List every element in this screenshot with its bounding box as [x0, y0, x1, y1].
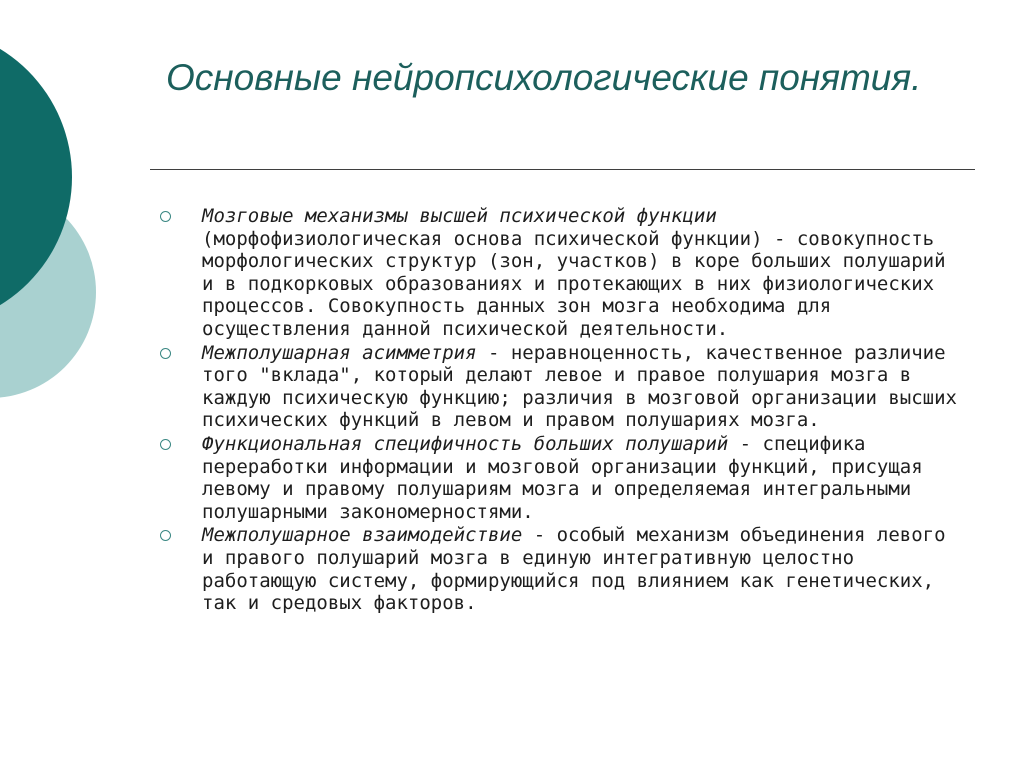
- definition: - специфика переработки информации и мозговой организации функций, присущая левому и правому полушариям мозга и определяемая интегральными полушарными закономерностями.: [202, 432, 923, 523]
- term: Мозговые механизмы высшей психической функции: [202, 205, 717, 227]
- definition: - особый механизм объединения левого и правого полушарий мозга в единую интегративную целостно работающую систему, формирующийся под влиянием как генетических, так и средовых факторов.: [202, 524, 946, 615]
- slide-title: Основные нейропсихологические понятия.: [166, 57, 922, 98]
- list-item: [160, 433, 960, 523]
- bullet-circle-icon: [160, 439, 171, 450]
- list-item: [160, 524, 960, 614]
- definition: (морфофизиологическая основа психической функции) - совокупность морфологических структур (зон, участков) в коре больших полушарий и в подкорковых образованиях и протекающих в них физиологических процессов. Совокупность данных зон мозга необходима для осуществления данной психической деятельности.: [202, 227, 946, 340]
- bullet-list: [160, 205, 960, 616]
- bullet-circle-icon: [160, 530, 171, 541]
- term: Межполушарное взаимодействие: [202, 524, 523, 547]
- term: Межполушарная асимметрия: [202, 341, 477, 364]
- title-divider: [150, 169, 975, 170]
- bullet-circle-icon: [160, 348, 171, 359]
- term: Функциональная специфичность больших полушарий: [202, 432, 729, 455]
- bullet-circle-icon: [160, 211, 171, 222]
- list-item: [160, 342, 960, 432]
- list-item: [160, 205, 960, 341]
- definition: - неравноценность, качественное различие того "вклада", который делают левое и правое полушария мозга в каждую психическую функцию; различия в мозговой организации высших психических функций в левом и правом полушариях мозга.: [202, 341, 957, 432]
